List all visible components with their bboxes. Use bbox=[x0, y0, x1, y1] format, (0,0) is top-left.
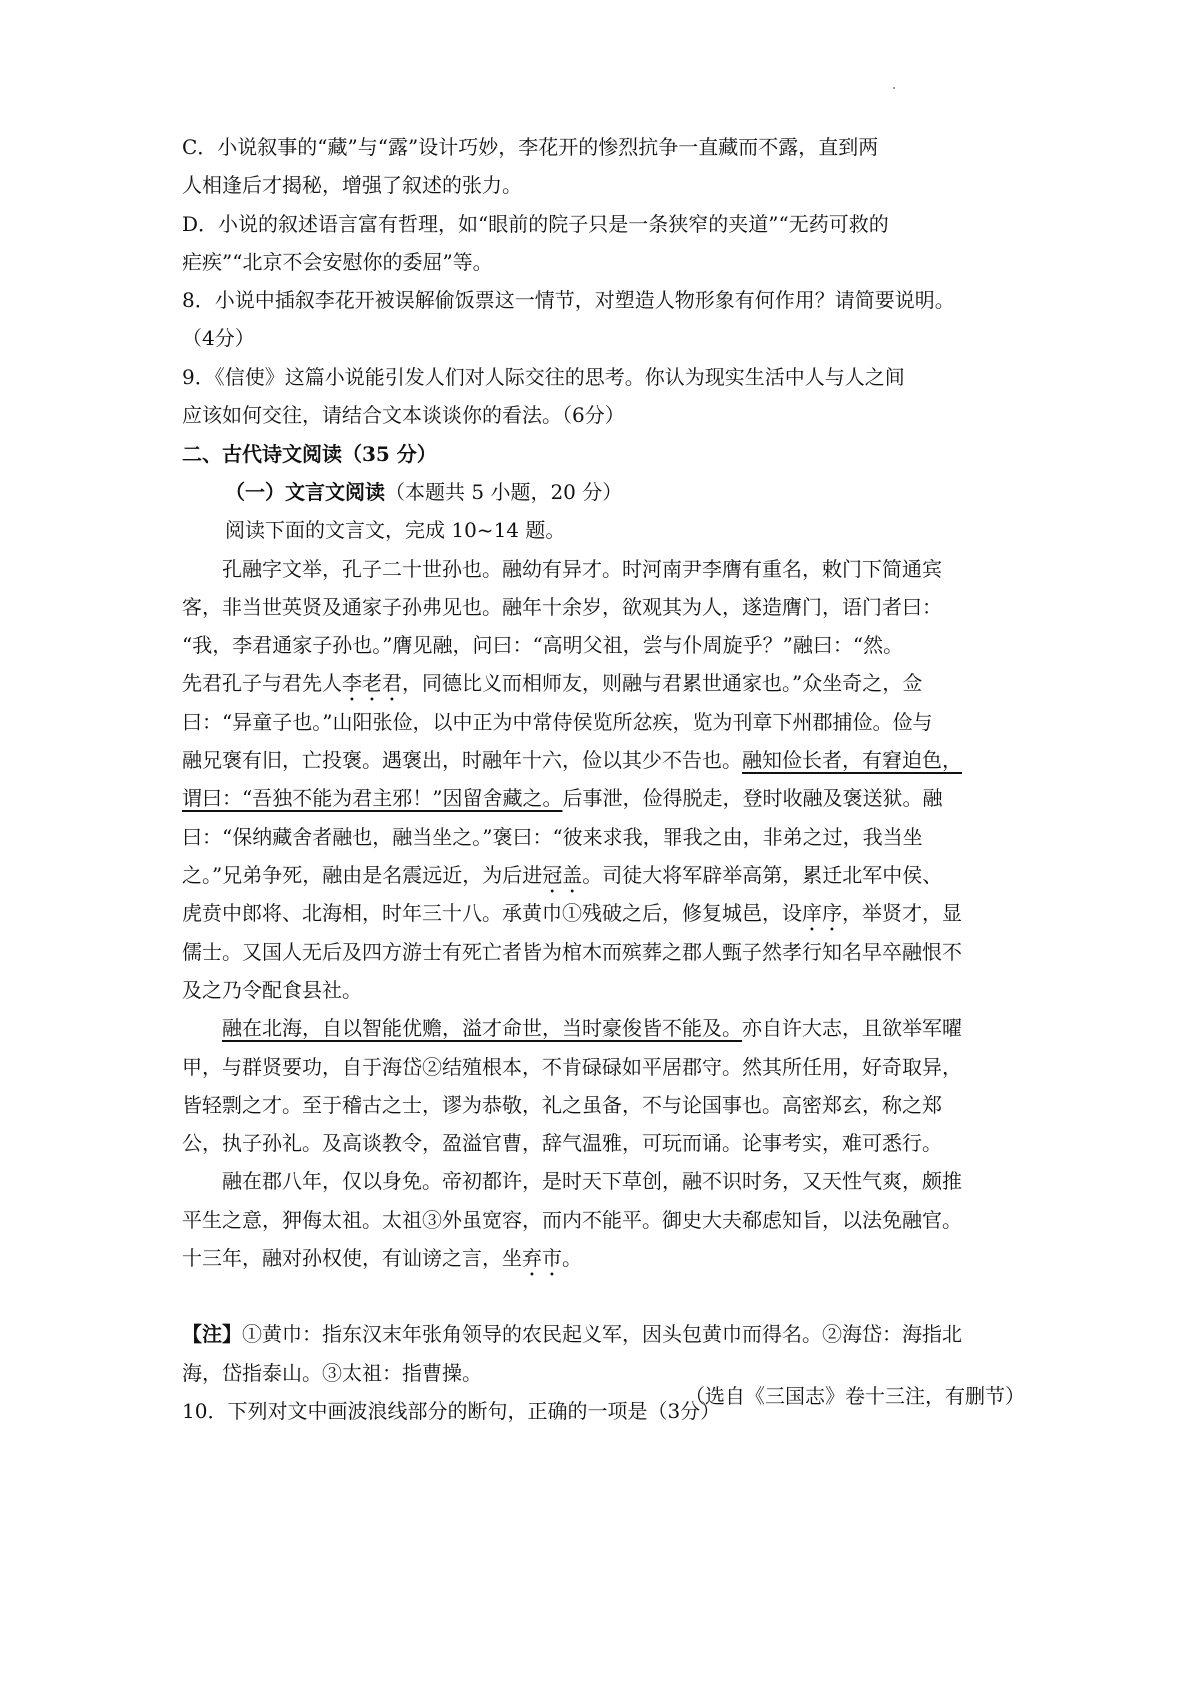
text-span: ①黄巾：指东汉末年张角领导的农民起义军，因头包黄巾而得名。②海岱：海指北 bbox=[242, 1322, 962, 1346]
passage-p3-line2: 平生之意，狎侮太祖。太祖③外虽宽容，而内不能平。御史大夫郗虑知旨，以法免融官。 bbox=[182, 1208, 962, 1232]
text-span: 亦自许大志，且欲举军曜 bbox=[742, 1016, 962, 1040]
subsection-heading bbox=[225, 479, 622, 505]
question-8-line2: （4分） bbox=[182, 326, 255, 350]
text-span: 之。”兄弟争死，融由是名震远近，为后进 bbox=[182, 863, 543, 887]
underlined-sentence: 谓曰：“吾独不能为君主邪！”因留舍藏之。 bbox=[182, 786, 563, 810]
dotted-term: 冠盖 bbox=[542, 863, 583, 887]
question-8-line1: 8．小说中插叙李花开被误解偷饭票这一情节，对塑造人物形象有何作用？请简要说明。 bbox=[182, 288, 955, 312]
text-span: 后事泄，俭得脱走，登时收融及褒送狱。融 bbox=[562, 786, 943, 810]
section-heading: 二、古代诗文阅读（35 分） bbox=[182, 442, 437, 466]
text-span: ，同德比义而相师友，则融与君累世通家也。”众坐奇之，佥 bbox=[402, 671, 923, 695]
passage-p3-line3 bbox=[182, 1245, 582, 1281]
passage-p2-line2: 甲，与群贤要功，自于海岱②结殖根本，不肯碌碌如平居郡守。然其所任用，好奇取异， bbox=[182, 1055, 962, 1079]
annotation-line2: 海，岱指泰山。③太祖：指曹操。 bbox=[182, 1361, 482, 1385]
q7-option-d-line1: D．小说的叙述语言富有哲理，如“眼前的院子只是一条狭窄的夹道”“无药可救的 bbox=[182, 212, 889, 236]
passage-p1-line9 bbox=[182, 862, 942, 898]
text-span: 。 bbox=[562, 1246, 582, 1270]
passage-p1-line5: 曰：“异童子也。”山阳张俭，以中正为中常侍侯览所忿疾，览为刊章下州郡捕俭。俭与 bbox=[182, 710, 933, 734]
scan-speck bbox=[893, 87, 895, 89]
passage-p2-line1 bbox=[222, 1015, 962, 1041]
text-span: ，举贤才，显 bbox=[842, 901, 962, 925]
question-9-line2: 应该如何交往，请结合文本谈谈你的看法。（6分） bbox=[182, 403, 625, 427]
passage-p1-line6 bbox=[182, 747, 962, 773]
annotation-line1 bbox=[182, 1321, 962, 1347]
passage-p2-line3: 皆轻剽之才。至于稽古之士，谬为恭敬，礼之虽备，不与论国事也。高密郑玄，称之郑 bbox=[182, 1093, 942, 1117]
text-span: 虎贲中郎将、北海相，时年三十八。承黄巾①残破之后，修复城邑，设 bbox=[182, 901, 802, 925]
passage-p1-line4 bbox=[182, 670, 922, 706]
passage-p1-line3: “我，李君通家子孙也。”膺见融，问曰：“高明父祖，尝与仆周旋乎？”融曰：“然。 bbox=[182, 633, 904, 657]
passage-p1-line12: 及之乃令配食县社。 bbox=[182, 978, 362, 1002]
passage-p2-line4: 公，执子孙礼。及高谈教令，盈溢官曹，辞气温雅，可玩而诵。论事考实，难可悉行。 bbox=[182, 1131, 942, 1155]
text-span: 。司徒大将军辟举高第，累迁北军中侯、 bbox=[582, 863, 943, 887]
source-citation: （选自《三国志》卷十三注，有删节） bbox=[685, 1384, 1025, 1408]
passage-p3-line1: 融在郡八年，仅以身免。帝初都许，是时天下草创，融不识时务，又天性气爽，颇推 bbox=[222, 1169, 962, 1193]
text-span: 十三年，融对孙权使，有讪谤之言，坐 bbox=[182, 1246, 522, 1270]
subsection-title: （一）文言文阅读 bbox=[225, 480, 385, 504]
passage-p1-line11-wavy: 儒士。又国人无后及四方游士有死亡者皆为棺木而殡葬之郡人甄子然孝行知名早卒融恨不 bbox=[182, 940, 962, 964]
q7-option-c-line1: C．小说叙事的“藏”与“露”设计巧妙，李花开的惨烈抗争一直藏而不露，直到两 bbox=[182, 135, 879, 159]
question-9-line1: 9．《信使》这篇小说能引发人们对人际交往的思考。你认为现实生活中人与人之间 bbox=[182, 365, 905, 389]
dotted-term: 庠序 bbox=[802, 901, 842, 925]
passage-p1-line10 bbox=[182, 900, 962, 936]
q7-option-d-line2: 疟疾”“北京不会安慰你的委屈”等。 bbox=[182, 250, 493, 274]
text-span: 先君孔子与君先人 bbox=[182, 671, 342, 695]
dotted-term: 弃市 bbox=[522, 1246, 562, 1270]
dotted-term: 李老君 bbox=[342, 671, 402, 695]
passage-p1-line2: 客，非当世英贤及通家子孙弗见也。融年十余岁，欲观其为人，遂造膺门，语门者曰： bbox=[182, 595, 942, 619]
underlined-sentence: 融知俭长者，有窘迫色， bbox=[742, 748, 962, 772]
subsection-note: （本题共 5 小题，20 分） bbox=[385, 480, 623, 504]
passage-p1-line7 bbox=[182, 785, 942, 811]
underlined-sentence: 融在北海，自以智能优赡，溢才命世，当时豪俊皆不能及。 bbox=[222, 1016, 742, 1040]
instructions: 阅读下面的文言文，完成 10~14 题。 bbox=[225, 518, 566, 542]
text-span: 融兄褒有旧，亡投褒。遇褒出，时融年十六，俭以其少不告也。 bbox=[182, 748, 742, 772]
passage-p1-line1: 孔融字文举，孔子二十世孙也。融幼有异才。时河南尹李膺有重名，敕门下简通宾 bbox=[222, 557, 942, 581]
q7-option-c-line2: 人相逢后才揭秘，增强了叙述的张力。 bbox=[182, 173, 522, 197]
annotation-label: 【注】 bbox=[182, 1322, 242, 1346]
passage-p1-line8: 曰：“保纳藏舍者融也，融当坐之。”褒曰：“彼来求我，罪我之由，非弟之过，我当坐 bbox=[182, 825, 923, 849]
question-10: 10．下列对文中画波浪线部分的断句，正确的一项是（3分） bbox=[182, 1399, 721, 1423]
